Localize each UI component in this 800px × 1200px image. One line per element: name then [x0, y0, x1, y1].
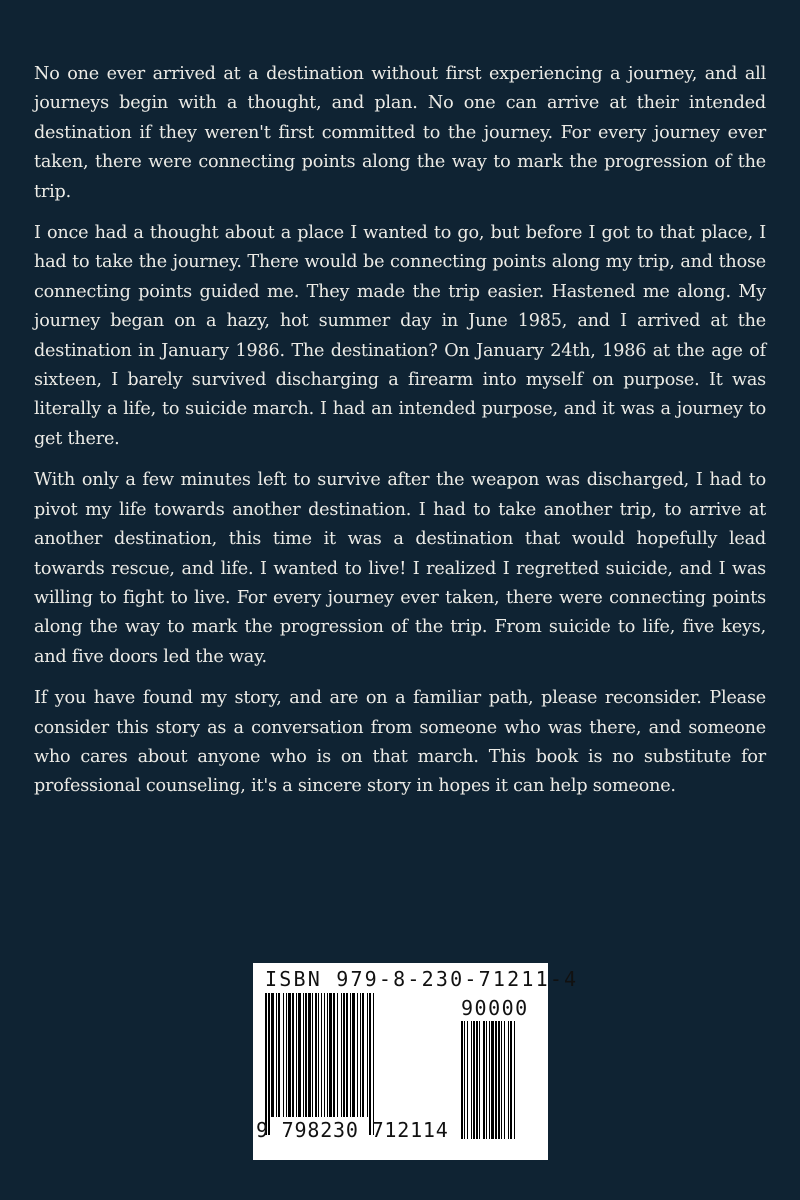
barcode-bar	[476, 1021, 478, 1139]
barcode-bar	[367, 993, 368, 1117]
isbn-label: ISBN 979-8-230-71211-4	[265, 967, 579, 991]
barcode-bar	[315, 993, 317, 1117]
isbn-barcode	[253, 963, 579, 1160]
barcode-bar	[467, 1021, 468, 1139]
barcode-bar	[489, 1021, 490, 1139]
barcode-bar	[298, 993, 301, 1117]
barcode-bar	[501, 1021, 502, 1139]
barcode-bar	[318, 993, 319, 1117]
barcode-bar	[346, 993, 348, 1117]
barcode-bar	[343, 993, 345, 1117]
barcode-bar	[461, 1021, 463, 1139]
barcode-bar	[369, 993, 371, 1135]
barcode-bar	[324, 993, 325, 1117]
barcode-bar	[373, 993, 374, 1135]
barcode-bar	[278, 993, 280, 1117]
barcode-bar	[312, 993, 313, 1117]
barcode-bar	[276, 993, 277, 1117]
barcode-bar	[337, 993, 338, 1117]
barcode-bar	[283, 993, 284, 1117]
barcode-bar	[296, 993, 297, 1117]
blurb-text	[34, 60, 766, 814]
barcode-bar	[495, 1021, 497, 1139]
barcode-bar	[486, 1021, 487, 1139]
barcode-bar	[498, 1021, 500, 1139]
barcode-bar	[360, 993, 361, 1117]
barcode-bar	[491, 1021, 494, 1139]
barcode-bar	[514, 1021, 515, 1139]
barcode-bar	[265, 993, 267, 1135]
barcode-bar	[321, 993, 322, 1117]
barcode-bar	[329, 993, 332, 1117]
ean-barcode-bars	[265, 993, 455, 1117]
price-code: 90000	[461, 996, 529, 1020]
barcode-bar	[464, 1021, 465, 1139]
blurb-paragraph-2: I once had a thought about a place I wanted to go, but before I got to that place, I had to take the journey. There would be connecting points along my trip, and those connecting points guided me. They made the trip easier. Hastened me along. My journey began on a hazy, hot summer day in June 1985, and I arrived at the destination in January 1986. The destination? On January 24th, 1986 at the age of sixteen, I barely survived discharging a firearm into myself on purpose. It was literally a life, to suicide march. I had an intended purpose, and it was a journey to get there.	[34, 223, 766, 449]
addon-barcode-bars	[461, 1021, 539, 1139]
barcode-bar	[341, 993, 342, 1117]
barcode-bar	[327, 993, 328, 1117]
barcode-bar	[288, 993, 291, 1117]
barcode-bar	[362, 993, 364, 1117]
barcode-bar	[303, 993, 304, 1117]
barcode-bar	[350, 993, 351, 1117]
barcode-bar	[292, 993, 294, 1117]
barcode-bar	[305, 993, 307, 1117]
blurb-paragraph-3: With only a few minutes left to survive after the weapon was discharged, I had to pivot my life towards another destination. I had to take another trip, to arrive at another destination, this time it was a destination that would hopefully lead towards rescue, and life. I wanted to live! I realized I regretted suicide, and I was willing to fight to live. For every journey ever taken, there were connecting points along the way to mark the progression of the trip. From suicide to life, five keys, and five doors led the way.	[34, 470, 766, 667]
barcode-bar	[357, 993, 358, 1117]
barcode-bar	[510, 1021, 512, 1139]
barcode-bar	[286, 993, 287, 1117]
blurb-paragraph-4: If you have found my story, and are on a familiar path, please reconsider. Please consider this story as a conversation from someone who was there, and someone who cares about anyone who is on that march. This book is no substitute for professional counseling, it's a sincere story in hopes it can help someone.	[34, 688, 766, 797]
barcode-bar	[508, 1021, 509, 1139]
barcode-bar	[471, 1021, 472, 1139]
barcode-bar	[352, 993, 355, 1117]
barcode-bar	[333, 993, 335, 1117]
barcode-bar	[268, 993, 270, 1135]
ean-digits: 9 798230 712114	[256, 1118, 449, 1142]
barcode-bar	[479, 1021, 480, 1139]
barcode-bar	[308, 993, 311, 1117]
barcode-bar	[504, 1021, 505, 1139]
blurb-paragraph-1: No one ever arrived at a destination without first experiencing a journey, and all journeys begin with a thought, and plan. No one can arrive at their intended destination if they weren't first committed to the journey. For every journey ever taken, there were connecting points along the way to mark the progression of the trip.	[34, 64, 766, 202]
barcode-bar	[271, 993, 274, 1117]
barcode-bar	[483, 1021, 485, 1139]
barcode-bar	[473, 1021, 475, 1139]
